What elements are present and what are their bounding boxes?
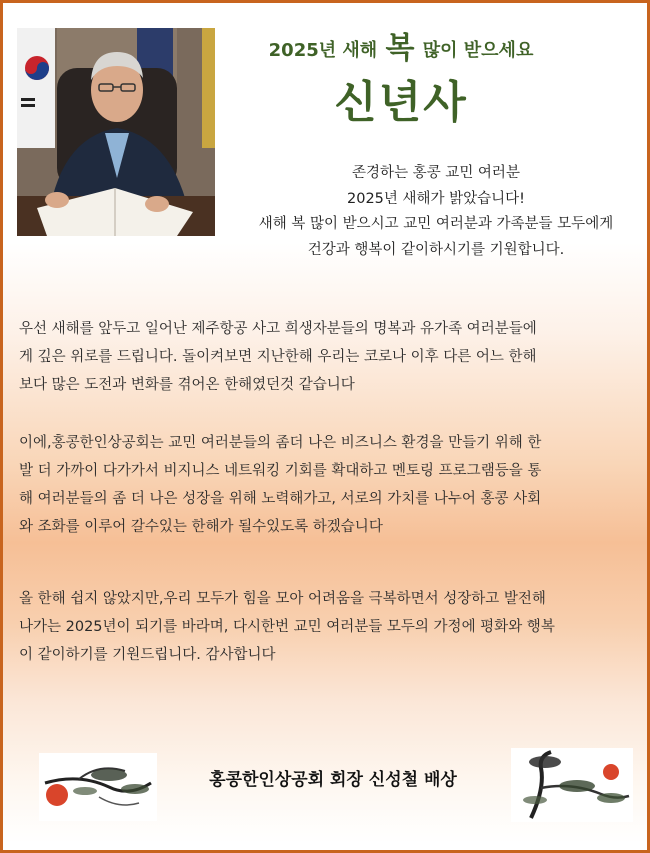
new-year-wish-suffix: 많이 받으세요	[422, 40, 534, 61]
greeting-line: 새해 복 많이 받으시고 교민 여러분과 가족분들 모두에게	[258, 216, 614, 232]
page-title: 신년사	[334, 77, 468, 128]
paragraph-condolence	[19, 315, 641, 399]
greeting-line: 존경하는 홍콩 교민 여러분	[352, 165, 520, 181]
heading-block	[231, 29, 571, 133]
ink-pine-painting-left	[39, 753, 157, 821]
new-year-wish-bok: 복	[385, 31, 415, 66]
paragraph-line: 발 더 가까이 다가가서 비지니스 네트워킹 기회를 확대하고 멘토링 프로그램등을 통	[19, 463, 542, 479]
new-year-wish	[231, 29, 571, 71]
greeting-line: 2025년 새해가 밝았습니다!	[347, 190, 525, 207]
paragraph-line: 보다 많은 도전과 변화를 겪어온 한해였던것 같습니다	[19, 377, 355, 393]
paragraph-line: 이에,홍콩한인상공회는 교민 여러분들의 좀더 나은 비즈니스 환경을 만들기 위해 한	[19, 435, 542, 451]
paragraph-line: 나가는 2025년이 되기를 바라며, 다시한번 교민 여러분들 모두의 가정에 평화와 행복	[19, 619, 555, 635]
ink-pine-painting-right	[511, 748, 633, 822]
paragraph-closing	[19, 585, 641, 669]
paragraph-line: 우선 새해를 앞두고 일어난 제주항공 사고 희생자분들의 명복과 유가족 여러분들에	[19, 321, 537, 337]
greeting-lines	[219, 161, 650, 263]
paragraph-line: 해 여러분들의 좀 더 나은 성장을 위해 노력해가고, 서로의 가치를 나누어 홍콩 사회	[19, 491, 542, 507]
signature: 홍콩한인상공회 회장 신성철 배상	[209, 770, 457, 790]
chairman-photo	[17, 28, 215, 236]
greeting-line: 건강과 행복이 같이하시기를 기원합니다.	[307, 241, 565, 258]
new-year-wish-prefix: 2025년 새해	[268, 40, 378, 61]
paragraph-line: 올 한해 쉽지 않았지만,우리 모두가 힘을 모아 어려움을 극복하면서 성장하고 발전해	[19, 591, 546, 607]
paragraph-line: 게 깊은 위로를 드립니다. 돌이켜보면 지난한해 우리는 코로나 이후 다른 어느 한해	[19, 349, 537, 365]
paragraph-line: 와 조화를 이루어 갈수있는 한해가 될수있도록 하겠습니다	[19, 519, 383, 535]
paragraph-commitment	[19, 429, 641, 541]
paragraph-line: 이 같이하기를 기원드립니다. 감사합니다	[19, 647, 276, 663]
